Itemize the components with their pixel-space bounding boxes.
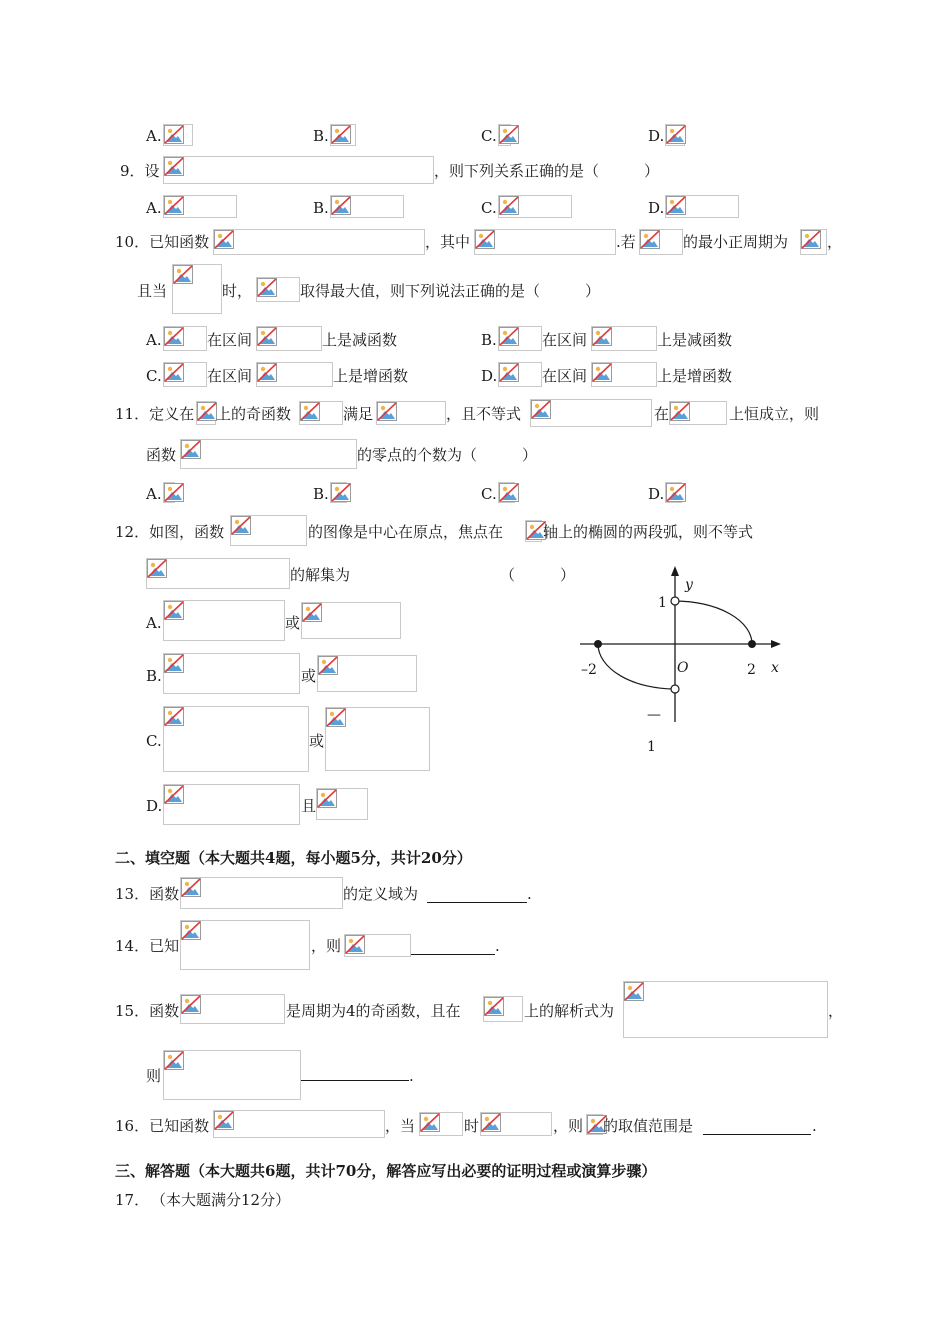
upper-right-arc — [675, 601, 752, 644]
broken-image-icon — [164, 707, 184, 726]
q11-gx-formula — [180, 439, 357, 469]
q9-formula — [163, 156, 434, 184]
broken-image-icon — [214, 230, 234, 249]
q10-option-c-mid: 在区间 — [207, 367, 253, 385]
y-axis-arrow — [671, 566, 679, 576]
q9-option-d-label: D. — [648, 199, 665, 217]
q11-inequality-formula — [530, 399, 652, 427]
q15-line2-then: 则 — [146, 1067, 162, 1085]
broken-image-icon — [666, 125, 686, 144]
broken-image-icon — [481, 1113, 501, 1132]
q10-fx-formula — [639, 229, 683, 255]
q15-period: . — [409, 1067, 414, 1085]
q9-option-b-label: B. — [313, 199, 329, 217]
q16-period: . — [812, 1117, 817, 1135]
q11-option-b-label: B. — [313, 485, 329, 503]
broken-image-icon — [181, 878, 201, 897]
q16-text-range: 的取值范围是 — [603, 1117, 694, 1135]
q8-option-b-label: B. — [313, 127, 329, 145]
q10-option-d-interval — [591, 362, 657, 387]
q10-text-comma: ， — [827, 233, 843, 251]
broken-image-icon — [164, 483, 184, 502]
q12-option-b-join: 或 — [301, 667, 317, 685]
q14-stem-then: ，则 — [311, 937, 342, 955]
broken-image-icon — [181, 440, 201, 459]
q15-answer-blank[interactable] — [301, 1080, 409, 1081]
x-axis-label: x — [771, 660, 779, 676]
broken-image-icon — [326, 708, 346, 727]
q9-option-a-formula — [163, 195, 237, 218]
broken-image-icon — [164, 157, 184, 176]
q10-line2-tail: 取得最大值，则下列说法正确的是（ ） — [300, 282, 601, 300]
q16-x-condition-formula — [419, 1112, 463, 1136]
q8-option-a-label: A. — [146, 127, 162, 145]
q11-stem-lead: 11．定义在 — [115, 405, 195, 423]
q14-stem-lead: 14．已知 — [115, 937, 180, 955]
broken-image-icon — [173, 265, 193, 284]
broken-image-icon — [164, 654, 184, 673]
q11-line2-func: 函数 — [146, 446, 177, 464]
broken-image-icon — [318, 656, 338, 675]
broken-image-icon — [257, 363, 277, 382]
q10-option-b-label: B. — [481, 331, 497, 349]
q13-formula — [180, 877, 343, 909]
q10-option-d-label: D. — [481, 367, 498, 385]
origin-label: O — [677, 660, 689, 676]
q11-fx-formula — [299, 401, 343, 425]
q11-option-c-label: C. — [481, 485, 497, 503]
q15-comma: ， — [828, 1002, 844, 1020]
q11-line2-tail: 的零点的个数为（ ） — [357, 446, 538, 464]
x-tick-2: 2 — [747, 662, 756, 678]
q11-text-inequality: ，且不等式 — [446, 405, 522, 423]
broken-image-icon — [164, 327, 184, 346]
broken-image-icon — [231, 516, 251, 535]
q12-option-a-right — [301, 602, 401, 639]
q10-line2-when: 且当 — [137, 282, 168, 300]
q12-option-b-left — [163, 653, 300, 694]
broken-image-icon — [592, 327, 612, 346]
q15-fx-formula — [180, 994, 285, 1024]
q12-text-solution: 的解集为 — [290, 566, 351, 584]
q12-option-d-label: D. — [146, 797, 163, 815]
lower-left-arc — [598, 644, 675, 689]
q15-piecewise-formula — [623, 981, 828, 1038]
q11-option-a-label: A. — [146, 485, 162, 503]
q12-option-d-right — [316, 788, 368, 820]
q16-stem-lead: 16．已知函数 — [115, 1117, 210, 1135]
broken-image-icon — [499, 483, 519, 502]
q10-option-b-func — [498, 326, 542, 351]
q12-option-a-join: 或 — [285, 614, 301, 632]
broken-image-icon — [331, 196, 351, 215]
q9-option-c-label: C. — [481, 199, 497, 217]
q10-option-c-tail: 上是增函数 — [333, 367, 409, 385]
q12-option-a-left — [163, 600, 285, 641]
q13-stem-tail: 的定义域为 — [343, 885, 419, 903]
q10-period-formula — [800, 229, 827, 255]
broken-image-icon — [214, 1111, 234, 1130]
broken-image-icon — [640, 230, 660, 249]
broken-image-icon — [164, 785, 184, 804]
q12-option-c-join: 或 — [309, 732, 325, 750]
broken-image-icon — [345, 935, 365, 954]
broken-image-icon — [484, 997, 504, 1016]
q10-option-a-func — [163, 326, 207, 351]
q8-option-d-formula — [665, 124, 685, 146]
broken-image-icon — [499, 196, 519, 215]
q16-text-then: ，则 — [553, 1117, 584, 1135]
ellipse-arc-graph — [565, 560, 795, 760]
q14-given-formula — [180, 920, 310, 970]
section2-heading: 二、填空题（本大题共4题，每小题5分，共计20分） — [115, 849, 472, 867]
q10-text-where: ，其中 — [425, 233, 471, 251]
q12-option-c-label: C. — [146, 732, 162, 750]
q11-text-odd: 上的奇函数 — [216, 405, 292, 423]
q12-text-graph: 的图像是中心在原点，焦点在 — [308, 523, 504, 541]
broken-image-icon — [147, 559, 167, 578]
q10-stem-lead: 10．已知函数 — [115, 233, 210, 251]
q16-function-formula — [213, 1110, 385, 1138]
q16-text-time: 时 — [464, 1117, 480, 1135]
q12-option-b-label: B. — [146, 667, 162, 685]
y-tick-neg-sign: — — [647, 707, 661, 723]
q13-answer-blank[interactable] — [427, 902, 527, 903]
q11-option-d-formula — [665, 482, 682, 503]
q9-stem-tail: ，则下列关系正确的是（ ） — [434, 162, 660, 180]
q11-text-holds: 上恒成立，则 — [729, 405, 820, 423]
broken-image-icon — [499, 125, 519, 144]
q15-text-period: 是周期为4的奇函数，且在 — [286, 1002, 461, 1020]
q17-number: 17． — [115, 1191, 150, 1209]
q10-option-a-label: A. — [146, 331, 162, 349]
q13-period: . — [527, 885, 532, 903]
q10-option-a-tail: 上是减函数 — [322, 331, 398, 349]
broken-image-icon — [302, 603, 322, 622]
q11-text-satisfy: 满足 — [343, 405, 374, 423]
q10-fx2-formula — [256, 277, 300, 302]
q12-inequality-formula — [146, 558, 290, 589]
q16-variable-formula — [586, 1114, 603, 1135]
q10-option-a-mid: 在区间 — [207, 331, 253, 349]
y-axis-label: y — [685, 577, 693, 593]
q11-condition-formula — [376, 401, 446, 425]
broken-image-icon — [164, 601, 184, 620]
q15-interval-formula — [483, 996, 523, 1022]
q11-option-b-formula — [330, 482, 347, 503]
q16-text-when: ，当 — [385, 1117, 416, 1135]
broken-image-icon — [300, 402, 320, 421]
broken-image-icon — [499, 327, 519, 346]
q13-stem-lead: 13．函数 — [115, 885, 180, 903]
q12-option-c-right — [325, 707, 430, 771]
q15-text-expression: 上的解析式为 — [524, 1002, 615, 1020]
q16-answer-blank[interactable] — [703, 1134, 811, 1135]
q9-stem-lead: 9．设 — [120, 162, 160, 180]
section3-heading: 三、解答题（本大题共6题，共计70分，解答应写出必要的证明过程或演算步骤） — [115, 1162, 657, 1180]
x-tick-neg2: –2 — [581, 662, 597, 678]
open-point-top — [671, 597, 679, 605]
q17-score-note: （本大题满分12分） — [151, 1191, 291, 1209]
closed-point-left — [594, 640, 602, 648]
q8-option-d-label: D. — [648, 127, 665, 145]
x-axis-arrow — [771, 640, 781, 648]
broken-image-icon — [164, 196, 184, 215]
broken-image-icon — [666, 483, 686, 502]
q10-option-c-interval — [256, 362, 333, 387]
q8-option-a-formula — [163, 124, 193, 146]
q14-answer-blank[interactable] — [411, 954, 495, 955]
q11-option-a-formula — [163, 482, 175, 503]
broken-image-icon — [257, 327, 277, 346]
q14-target-formula — [344, 934, 411, 957]
q12-option-d-join: 且 — [301, 797, 317, 815]
q12-axis-formula — [525, 520, 542, 542]
broken-image-icon — [475, 230, 495, 249]
q12-option-b-right — [317, 655, 417, 692]
q11-option-d-label: D. — [648, 485, 665, 503]
q9-option-a-label: A. — [146, 199, 162, 217]
q11-domain-formula — [196, 401, 216, 425]
broken-image-icon — [666, 196, 686, 215]
q9-option-b-formula — [330, 195, 404, 218]
q12-text-ineq: 轴上的椭圆的两段弧，则不等式 — [543, 523, 754, 541]
broken-image-icon — [377, 402, 397, 421]
broken-image-icon — [197, 402, 217, 421]
q9-option-c-formula — [498, 195, 572, 218]
q10-option-a-interval — [256, 326, 322, 351]
q10-option-d-func — [498, 362, 542, 387]
broken-image-icon — [331, 125, 351, 144]
q10-option-b-tail: 上是减函数 — [657, 331, 733, 349]
q10-text-if: .若 — [616, 233, 636, 251]
broken-image-icon — [164, 363, 184, 382]
broken-image-icon — [164, 125, 184, 144]
q12-stem-lead: 12．如图，函数 — [115, 523, 225, 541]
q16-fx-condition-formula — [480, 1112, 552, 1136]
broken-image-icon — [592, 363, 612, 382]
broken-image-icon — [317, 789, 337, 808]
q11-option-c-formula — [498, 482, 515, 503]
broken-image-icon — [164, 1051, 184, 1070]
q8-option-b-formula — [330, 124, 356, 146]
broken-image-icon — [499, 363, 519, 382]
q10-option-d-tail: 上是增函数 — [657, 367, 733, 385]
y-tick-1: 1 — [658, 595, 667, 611]
q11-text-on: 在 — [654, 405, 670, 423]
q10-option-b-interval — [591, 326, 657, 351]
q12-option-d-left — [163, 784, 300, 825]
q10-line2-time: 时， — [222, 282, 253, 300]
closed-point-right — [748, 640, 756, 648]
broken-image-icon — [531, 400, 551, 419]
q10-condition-formula — [474, 229, 616, 255]
q8-option-c-formula — [498, 124, 511, 146]
broken-image-icon — [257, 278, 277, 297]
q10-x-value-formula — [172, 264, 222, 314]
q10-option-d-mid: 在区间 — [542, 367, 588, 385]
q10-text-period: 的最小正周期为 — [683, 233, 789, 251]
q12-option-c-left — [163, 706, 309, 772]
q15-target-formula — [163, 1050, 301, 1100]
broken-image-icon — [331, 483, 351, 502]
y-tick-neg-num: 1 — [647, 739, 656, 755]
q10-function-formula — [213, 229, 425, 255]
broken-image-icon — [420, 1113, 440, 1132]
q12-answer-paren: （ ） — [500, 566, 576, 584]
q15-stem-lead: 15．函数 — [115, 1002, 180, 1020]
broken-image-icon — [181, 921, 201, 940]
q8-option-c-label: C. — [481, 127, 497, 145]
broken-image-icon — [801, 230, 821, 249]
q12-fx-formula — [230, 515, 307, 546]
q10-option-c-label: C. — [146, 367, 162, 385]
broken-image-icon — [670, 402, 690, 421]
q10-option-b-mid: 在区间 — [542, 331, 588, 349]
broken-image-icon — [624, 982, 644, 1001]
q12-option-a-label: A. — [146, 614, 162, 632]
broken-image-icon — [181, 995, 201, 1014]
open-point-bottom — [671, 685, 679, 693]
q11-interval-formula — [669, 401, 727, 425]
q14-period: . — [495, 937, 500, 955]
q9-option-d-formula — [665, 195, 739, 218]
q10-option-c-func — [163, 362, 207, 387]
